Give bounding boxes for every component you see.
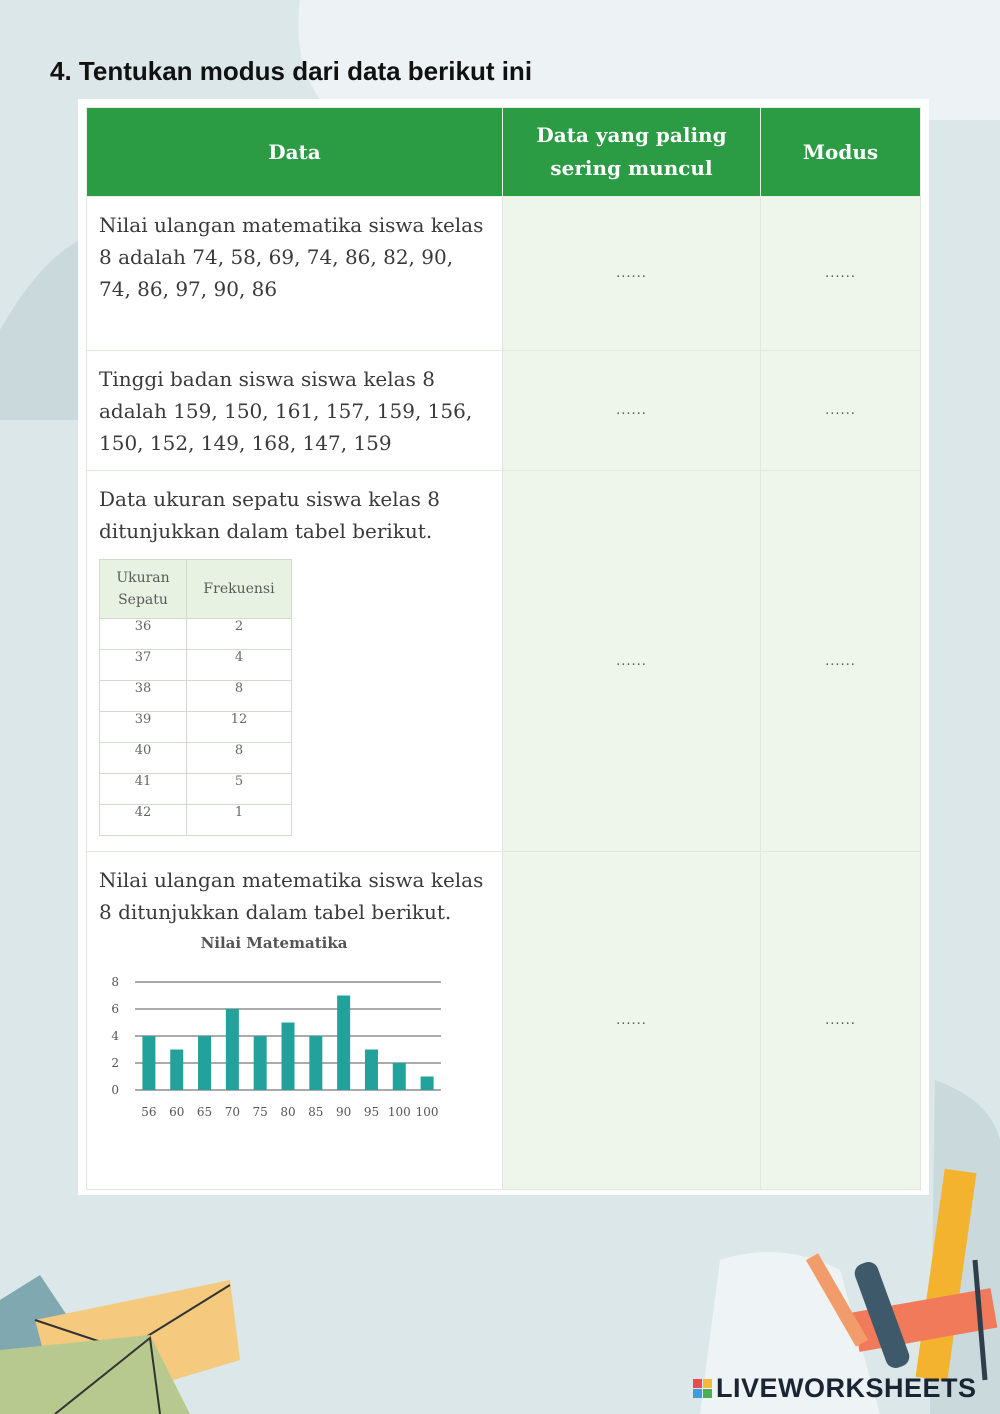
x-tick-label: 85 [308, 1105, 324, 1119]
x-tick-label: 100 [415, 1105, 439, 1119]
answer-field-modus[interactable]: ...... [761, 197, 921, 351]
x-tick-label: 56 [141, 1105, 157, 1119]
bar [198, 1036, 211, 1090]
liveworksheets-logo [693, 1373, 977, 1404]
chart-title: Nilai Matematika [200, 934, 348, 952]
logo-square [693, 1379, 702, 1388]
bar [393, 1063, 406, 1090]
shoe-row [100, 712, 292, 743]
y-tick-label: 2 [111, 1056, 119, 1070]
y-tick-label: 8 [111, 975, 119, 989]
logo-square [703, 1379, 712, 1388]
bar [142, 1036, 155, 1090]
y-tick-label: 0 [111, 1083, 119, 1097]
shoe-size: 36 [100, 619, 187, 650]
shoe-size: 39 [100, 712, 187, 743]
answer-field-modus[interactable]: ...... [761, 351, 921, 471]
shoe-size: 40 [100, 743, 187, 774]
row-text: Nilai ulangan matematika siswa kelas 8 adalah 74, 58, 69, 74, 86, 82, 90, 74, 86, 97, 90, 86 [99, 213, 484, 301]
bar [421, 1077, 434, 1091]
logo-square [703, 1389, 712, 1398]
shoe-row [100, 650, 292, 681]
data-cell [87, 197, 503, 351]
answer-field-modus[interactable]: ...... [761, 471, 921, 852]
table-row [87, 852, 921, 1190]
x-tick-label: 90 [335, 1105, 352, 1119]
bar [309, 1036, 322, 1090]
data-cell [87, 351, 503, 471]
logo-square [693, 1389, 702, 1398]
x-tick-label: 95 [363, 1105, 380, 1119]
shoe-size-table [99, 559, 292, 836]
shoe-frequency: 1 [187, 805, 292, 836]
answer-field-most-frequent[interactable]: ...... [503, 351, 761, 471]
shoe-header-frequency: Frekuensi [187, 560, 292, 619]
y-tick-label: 6 [111, 1002, 119, 1016]
table-row [87, 351, 921, 471]
mode-table [86, 107, 921, 1190]
shoe-row [100, 681, 292, 712]
logo-icon [693, 1379, 712, 1398]
shoe-size: 42 [100, 805, 187, 836]
shoe-frequency: 4 [187, 650, 292, 681]
bar [226, 1009, 239, 1090]
shoe-frequency: 8 [187, 681, 292, 712]
shoe-header-size: Ukuran Sepatu [100, 560, 187, 619]
x-tick-label: 70 [224, 1105, 241, 1119]
shoe-frequency: 8 [187, 743, 292, 774]
shoe-size: 41 [100, 774, 187, 805]
x-tick-label: 65 [196, 1105, 213, 1119]
data-cell [87, 471, 503, 852]
shoe-row [100, 743, 292, 774]
question-title: 4. Tentukan modus dari data berikut ini [50, 56, 533, 86]
logo-text: LIVEWORKSHEETS [716, 1373, 977, 1403]
answer-field-most-frequent[interactable]: ...... [503, 852, 761, 1190]
y-tick-label: 4 [111, 1029, 119, 1043]
x-tick-label: 60 [169, 1105, 185, 1119]
shoe-size: 38 [100, 681, 187, 712]
shoe-frequency: 12 [187, 712, 292, 743]
bar [337, 996, 350, 1091]
bar [254, 1036, 267, 1090]
bar [365, 1050, 378, 1091]
row-text: Tinggi badan siswa siswa kelas 8 adalah 159, 150, 161, 157, 159, 156, 150, 152, 149, 168, 147, 159 [99, 367, 473, 455]
x-tick-label: 75 [252, 1105, 268, 1119]
header-row [87, 108, 921, 197]
x-tick-label: 100 [387, 1105, 411, 1119]
answer-field-most-frequent[interactable]: ...... [503, 197, 761, 351]
header-data: Data [87, 108, 503, 197]
shoe-frequency: 5 [187, 774, 292, 805]
shoe-row [100, 619, 292, 650]
x-tick-label: 80 [280, 1105, 296, 1119]
header-modus: Modus [761, 108, 921, 197]
shoe-frequency: 2 [187, 619, 292, 650]
bar [282, 1023, 295, 1091]
math-score-bar-chart [99, 934, 459, 1134]
row-text: Nilai ulangan matematika siswa kelas 8 ditunjukkan dalam tabel berikut. [99, 868, 484, 924]
shoe-row [100, 774, 292, 805]
table-row [87, 471, 921, 852]
header-most-frequent: Data yang paling sering muncul [503, 108, 761, 197]
row-text: Data ukuran sepatu siswa kelas 8 ditunjukkan dalam tabel berikut. [99, 487, 440, 543]
table-row [87, 197, 921, 351]
answer-field-most-frequent[interactable]: ...... [503, 471, 761, 852]
bar [170, 1050, 183, 1091]
data-cell [87, 852, 503, 1190]
shoe-size: 37 [100, 650, 187, 681]
shoe-row [100, 805, 292, 836]
answer-field-modus[interactable]: ...... [761, 852, 921, 1190]
